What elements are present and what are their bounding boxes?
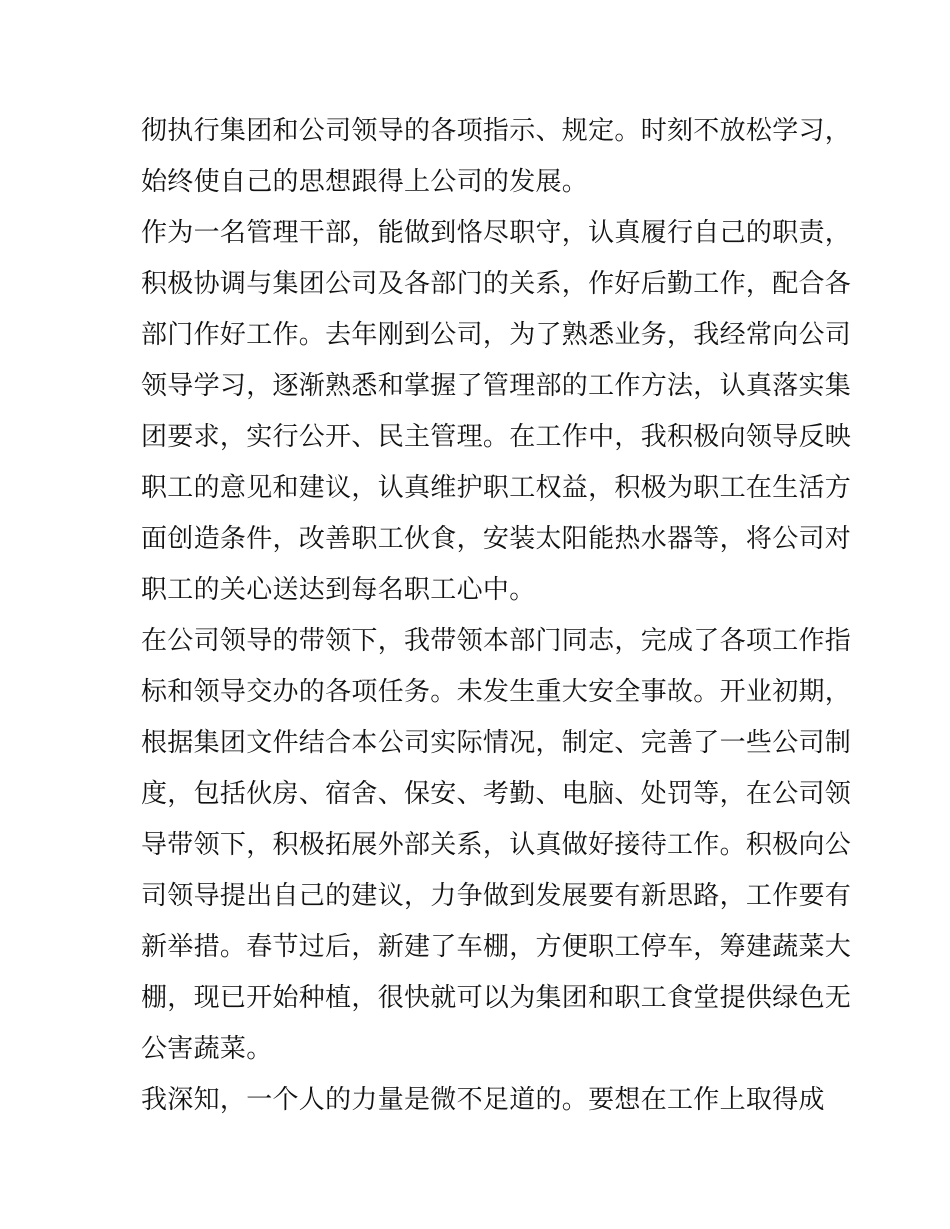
text-line: 团要求，实行公开、民主管理。在工作中，我积极向领导反映 [141, 422, 852, 452]
document-body [141, 106, 852, 1126]
text-line: 积极协调与集团公司及各部门的关系，作好后勤工作，配合各 [141, 269, 852, 299]
text-line: 棚，现已开始种植，很快就可以为集团和职工食堂提供绿色无 [141, 983, 852, 1013]
text-line: 度，包括伙房、宿舍、保安、考勤、电脑、处罚等，在公司领 [141, 779, 852, 809]
text-line: 领导学习，逐渐熟悉和掌握了管理部的工作方法，认真落实集 [141, 371, 852, 401]
text-line: 司领导提出自己的建议，力争做到发展要有新思路，工作要有 [141, 881, 852, 911]
text-line: 始终使自己的思想跟得上公司的发展。 [141, 167, 589, 197]
text-line: 职工的意见和建议，认真维护职工权益，积极为职工在生活方 [141, 473, 852, 503]
text-line: 部门作好工作。去年刚到公司，为了熟悉业务，我经常向公司 [141, 320, 852, 350]
text-line: 我深知，一个人的力量是微不足道的。要想在工作上取得成 [141, 1085, 825, 1115]
text-line: 标和领导交办的各项任务。未发生重大安全事故。开业初期， [141, 677, 852, 707]
text-line: 在公司领导的带领下，我带领本部门同志，完成了各项工作指 [141, 626, 852, 656]
text-line: 面创造条件，改善职工伙食，安装太阳能热水器等，将公司对 [141, 524, 852, 554]
text-line: 彻执行集团和公司领导的各项指示、规定。时刻不放松学习， [141, 116, 852, 146]
text-line: 导带领下，积极拓展外部关系，认真做好接待工作。积极向公 [141, 830, 852, 860]
text-line: 职工的关心送达到每名职工心中。 [141, 575, 536, 605]
text-line: 新举措。春节过后，新建了车棚，方便职工停车，筹建蔬菜大 [141, 932, 852, 962]
text-line: 公害蔬菜。 [141, 1034, 273, 1064]
text-line: 根据集团文件结合本公司实际情况，制定、完善了一些公司制 [141, 728, 852, 758]
text-line: 作为一名管理干部，能做到恪尽职守，认真履行自己的职责， [141, 218, 852, 248]
